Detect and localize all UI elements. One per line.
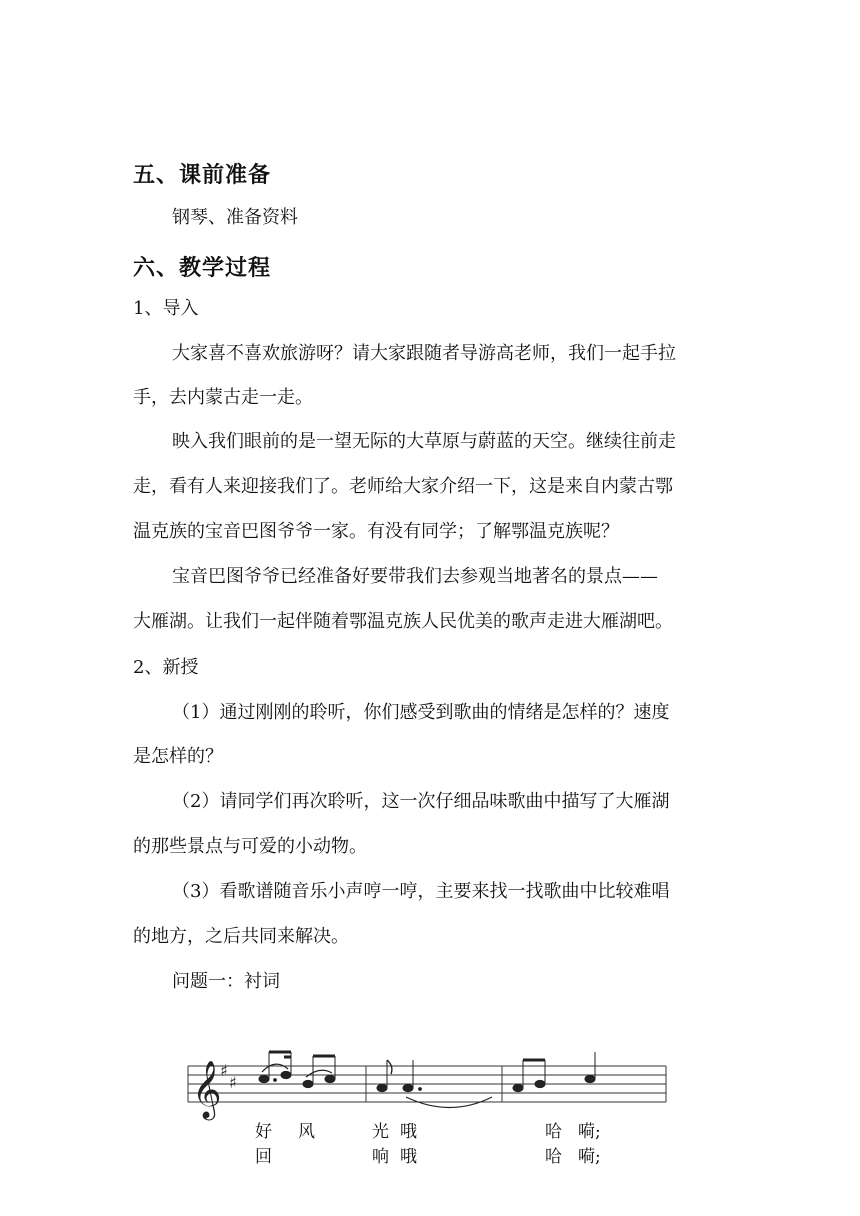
- intro-heading: 1、导入: [133, 298, 199, 319]
- intro-paragraph-1-line-1: 大家喜不喜欢旅游呀？请大家跟随者导游高老师，我们一起手拉: [172, 343, 676, 364]
- section-five-title: 五、课前准备: [133, 162, 272, 188]
- problem-one-label: 问题一：衬词: [172, 971, 280, 992]
- lyric-word: 回: [255, 1147, 272, 1167]
- lyric-word: 嗬;: [578, 1122, 601, 1142]
- intro-paragraph-2-line-3: 温克族的宝音巴图爷爷一家。有没有同学；了解鄂温克族呢？: [133, 521, 619, 542]
- music-score-excerpt: [180, 1042, 680, 1172]
- intro-paragraph-2-line-1: 映入我们眼前的是一望无际的大草原与蔚蓝的天空。继续往前走: [172, 431, 676, 452]
- section-six-title: 六、教学过程: [133, 255, 272, 281]
- intro-paragraph-1-line-2: 手，去内蒙古走一走。: [133, 387, 313, 408]
- new-lesson-heading: 2、新授: [133, 657, 199, 678]
- question-3-line-2: 的地方，之后共同来解决。: [133, 926, 349, 947]
- question-2-line-1: （2）请同学们再次聆听，这一次仔细品味歌曲中描写了大雁湖: [172, 791, 670, 812]
- question-3-line-1: （3）看歌谱随音乐小声哼一哼，主要来找一找歌曲中比较难唱: [172, 881, 670, 902]
- lyric-word: 响: [372, 1147, 389, 1167]
- lyric-word: 光: [372, 1122, 389, 1142]
- intro-paragraph-2-line-2: 走，看有人来迎接我们了。老师给大家介绍一下，这是来自内蒙古鄂: [133, 476, 673, 497]
- sharp-icon: ♯: [220, 1061, 228, 1080]
- intro-paragraph-3-line-1: 宝音巴图爷爷已经准备好要带我们去参观当地著名的景点——: [172, 566, 658, 587]
- lyric-word: 哈: [545, 1122, 562, 1142]
- sharp-icon: ♯: [229, 1073, 237, 1092]
- lyric-word: 哦: [400, 1147, 417, 1167]
- lyric-word: 好: [255, 1122, 272, 1142]
- lyric-word: 嗬;: [578, 1147, 601, 1167]
- lyric-word: 哈: [545, 1147, 562, 1167]
- treble-clef-icon: 𝄞: [192, 1060, 222, 1118]
- question-1-line-1: （1）通过刚刚的聆听，你们感受到歌曲的情绪是怎样的？速度: [172, 702, 670, 723]
- question-1-line-2: 是怎样的？: [133, 746, 223, 767]
- lyric-word: 哦: [400, 1122, 417, 1142]
- intro-paragraph-3-line-2: 大雁湖。让我们一起伴随着鄂温克族人民优美的歌声走进大雁湖吧。: [133, 611, 673, 632]
- section-five-body: 钢琴、准备资料: [172, 207, 298, 228]
- question-2-line-2: 的那些景点与可爱的小动物。: [133, 836, 367, 857]
- lyric-word: 风: [298, 1122, 315, 1142]
